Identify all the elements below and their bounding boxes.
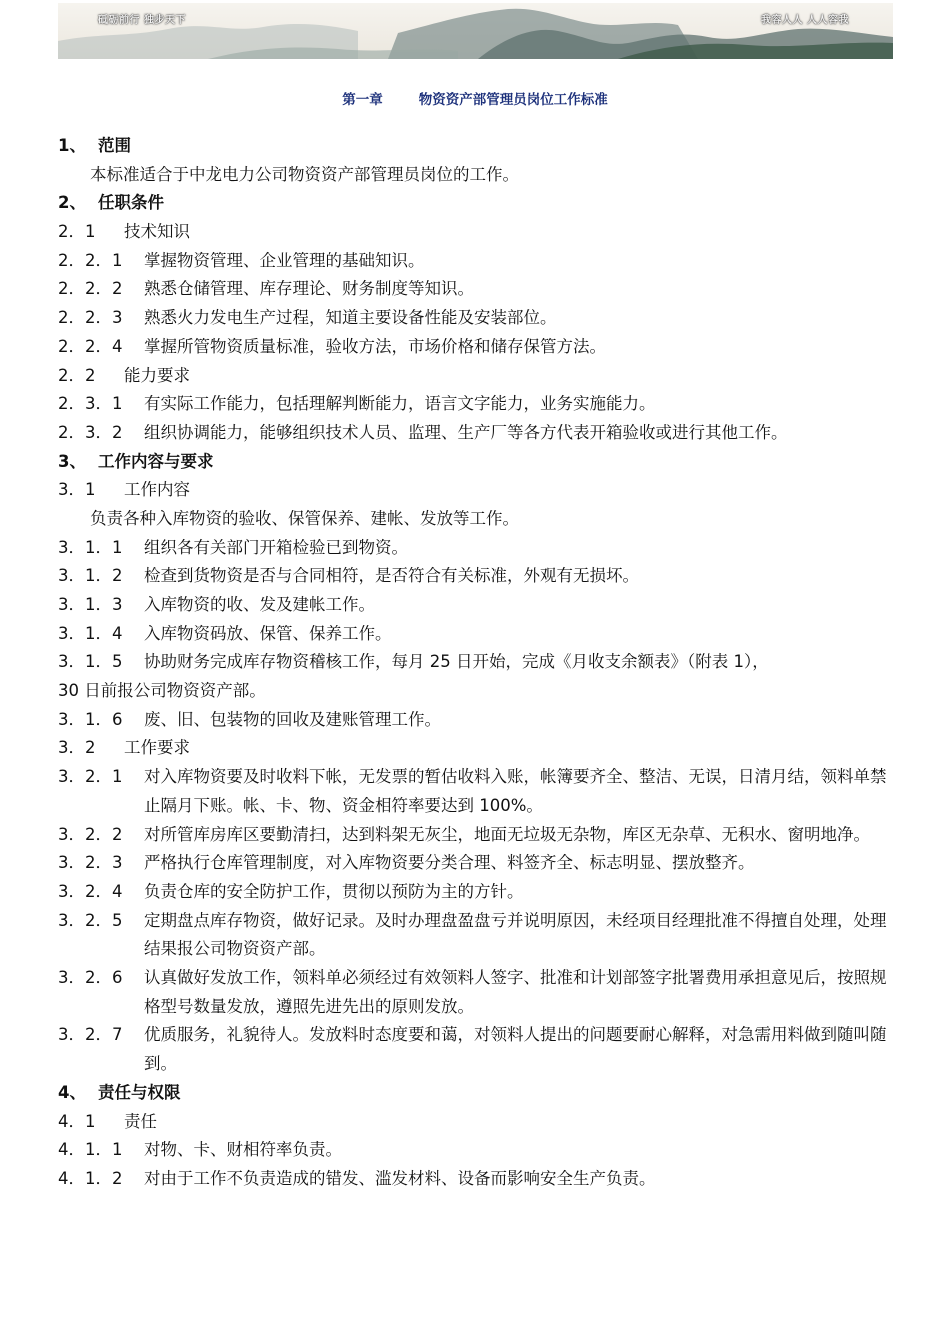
- line-number: 3．2．3: [58, 853, 123, 873]
- subsection-heading: [58, 218, 893, 247]
- list-item: [58, 534, 893, 563]
- line-number: 1、: [58, 136, 86, 155]
- line-text: 负责仓库的安全防护工作，贯彻以预防为主的方针。: [144, 881, 524, 901]
- list-item: [58, 907, 893, 964]
- subsection-heading: [58, 362, 893, 391]
- line-text: 对物、卡、财相符率负责。: [144, 1140, 342, 1160]
- subsection-heading: [58, 734, 893, 763]
- banner-right-slogan: 我容人人 人人容我: [761, 15, 849, 26]
- line-text: 掌握物资管理、企业管理的基础知识。: [144, 250, 425, 270]
- chapter-title: [0, 88, 950, 108]
- line-text: 对所管库房库区要勤清扫，达到料架无灰尘，地面无垃圾无杂物，库区无杂草、无积水、窗明地净。: [144, 824, 870, 844]
- line-text: 组织各有关部门开箱检验已到物资。: [144, 537, 408, 557]
- line-text: 责任: [124, 1111, 157, 1131]
- line-number: 3．1．1: [58, 537, 123, 557]
- line-text: 认真做好发放工作，领料单必须经过有效领料人签字、批准和计划部签字批署费用承担意见后，按照规格型号数量发放，遵照先进先出的原则发放。: [144, 968, 887, 1016]
- line-number: 3．2．4: [58, 881, 123, 901]
- document-body: [58, 132, 893, 1194]
- section-heading: [58, 448, 893, 477]
- line-number: 2．2: [58, 365, 96, 385]
- line-text: 对由于工作不负责造成的错发、滥发材料、设备而影响安全生产负责。: [144, 1168, 656, 1188]
- line-text: 入库物资的收、发及建帐工作。: [144, 595, 375, 614]
- line-text: 对入库物资要及时收料下帐，无发票的暂估收料入账，帐簿要齐全、整洁、无误，日清月结，领料单禁止隔月下账。帐、卡、物、资金相符率要达到 100%。: [144, 767, 887, 815]
- chapter-number: 第一章: [342, 92, 383, 108]
- line-number: 3．2．6: [58, 968, 123, 988]
- line-text: 掌握所管物资质量标准，验收方法，市场价格和储存保管方法。: [144, 336, 606, 356]
- line-text: 协助财务完成库存物资稽核工作，每月 25 日开始，完成《月收支余额表》（附表 1），: [144, 652, 769, 672]
- list-item: [58, 1165, 893, 1194]
- line-text: 入库物资码放、保管、保养工作。: [144, 623, 392, 643]
- line-text: 工作内容: [124, 480, 190, 500]
- list-item: [58, 390, 893, 419]
- line-number: 4．1: [58, 1111, 96, 1131]
- line-number: 2．2．1: [58, 250, 123, 270]
- list-item: [58, 1136, 893, 1165]
- line-text: 检查到货物资是否与合同相符，是否符合有关标准，外观有无损坏。: [144, 566, 639, 586]
- line-number: 3．1．4: [58, 623, 123, 643]
- list-item: [58, 333, 893, 362]
- paragraph: [58, 161, 893, 190]
- section-heading: [58, 132, 893, 161]
- line-text: 工作内容与要求: [98, 451, 214, 471]
- line-number: 4．1．2: [58, 1168, 123, 1188]
- line-number: 2．3．1: [58, 394, 123, 414]
- line-text: 熟悉仓储管理、库存理论、财务制度等知识。: [144, 279, 474, 299]
- line-number: 3．2．1: [58, 767, 123, 787]
- line-number: 2．3．2: [58, 422, 123, 442]
- list-item: [58, 878, 893, 907]
- list-item: [58, 1021, 893, 1078]
- line-text: 能力要求: [124, 365, 190, 385]
- list-item: [58, 763, 893, 820]
- line-number: 2、: [58, 193, 86, 213]
- line-text: 技术知识: [124, 222, 190, 242]
- list-item: [58, 562, 893, 591]
- banner-left-slogan: 砥砺前行 独步天下: [98, 15, 186, 26]
- line-number: 2．2．4: [58, 336, 123, 356]
- line-number: 2．2．3: [58, 308, 123, 328]
- list-item: [58, 706, 893, 735]
- line-number: 3．1: [58, 480, 96, 500]
- list-item: [58, 964, 893, 1021]
- chapter-name: 物资资产部管理员岗位工作标准: [418, 92, 608, 108]
- line-text: 优质服务，礼貌待人。发放料时态度要和蔼，对领料人提出的问题要耐心解释，对急需用料做到随叫随到。: [144, 1025, 887, 1074]
- line-text: 严格执行仓库管理制度，对入库物资要分类合理、料签齐全、标志明显、摆放整齐。: [144, 853, 755, 873]
- line-number: 3．2: [58, 738, 96, 758]
- line-text: 废、旧、包装物的回收及建账管理工作。: [144, 709, 441, 729]
- list-item: [58, 648, 893, 677]
- line-number: 3．2．5: [58, 910, 123, 930]
- line-text: 负责各种入库物资的验收、保管保养、建帐、发放等工作。: [90, 508, 519, 528]
- line-text: 定期盘点库存物资，做好记录。及时办理盘盈盘亏并说明原因，未经项目经理批准不得擅自处理，处理结果报公司物资资产部。: [144, 910, 887, 959]
- line-number: 4．1．1: [58, 1140, 123, 1160]
- line-number: 3、: [58, 451, 86, 471]
- line-number: 3．1．2: [58, 566, 123, 586]
- line-number: 3．2．7: [58, 1025, 123, 1045]
- section-heading: [58, 1079, 893, 1108]
- line-text: 本标准适合于中龙电力公司物资资产部管理员岗位的工作。: [90, 164, 519, 184]
- list-item: [58, 247, 893, 276]
- line-text: 工作要求: [124, 738, 190, 758]
- line-text: 任职条件: [98, 193, 164, 213]
- list-item: [58, 849, 893, 878]
- list-item: [58, 275, 893, 304]
- line-number: 4、: [58, 1082, 86, 1102]
- paragraph: [58, 505, 893, 534]
- line-number: 3．2．2: [58, 824, 123, 844]
- list-item: [58, 304, 893, 333]
- line-text: 有实际工作能力，包括理解判断能力，语言文字能力，业务实施能力。: [144, 394, 656, 414]
- line-number: 3．1．5: [58, 652, 123, 672]
- line-text: 30 日前报公司物资资产部。: [58, 681, 266, 701]
- line-text: 范围: [98, 136, 131, 155]
- list-item: [58, 591, 893, 620]
- header-banner: [58, 3, 893, 59]
- line-number: 2．2．2: [58, 279, 123, 299]
- list-item: [58, 620, 893, 649]
- line-text: 责任与权限: [98, 1082, 181, 1102]
- line-number: 3．1．3: [58, 595, 123, 614]
- line-text: 组织协调能力，能够组织技术人员、监理、生产厂等各方代表开箱验收或进行其他工作。: [144, 422, 788, 442]
- line-text: 熟悉火力发电生产过程，知道主要设备性能及安装部位。: [144, 308, 557, 328]
- section-heading: [58, 189, 893, 218]
- list-item: [58, 821, 893, 850]
- paragraph-continuation: [58, 677, 893, 706]
- subsection-heading: [58, 476, 893, 505]
- line-number: 2．1: [58, 222, 96, 242]
- line-number: 3．1．6: [58, 709, 123, 729]
- subsection-heading: [58, 1108, 893, 1137]
- list-item: [58, 419, 893, 448]
